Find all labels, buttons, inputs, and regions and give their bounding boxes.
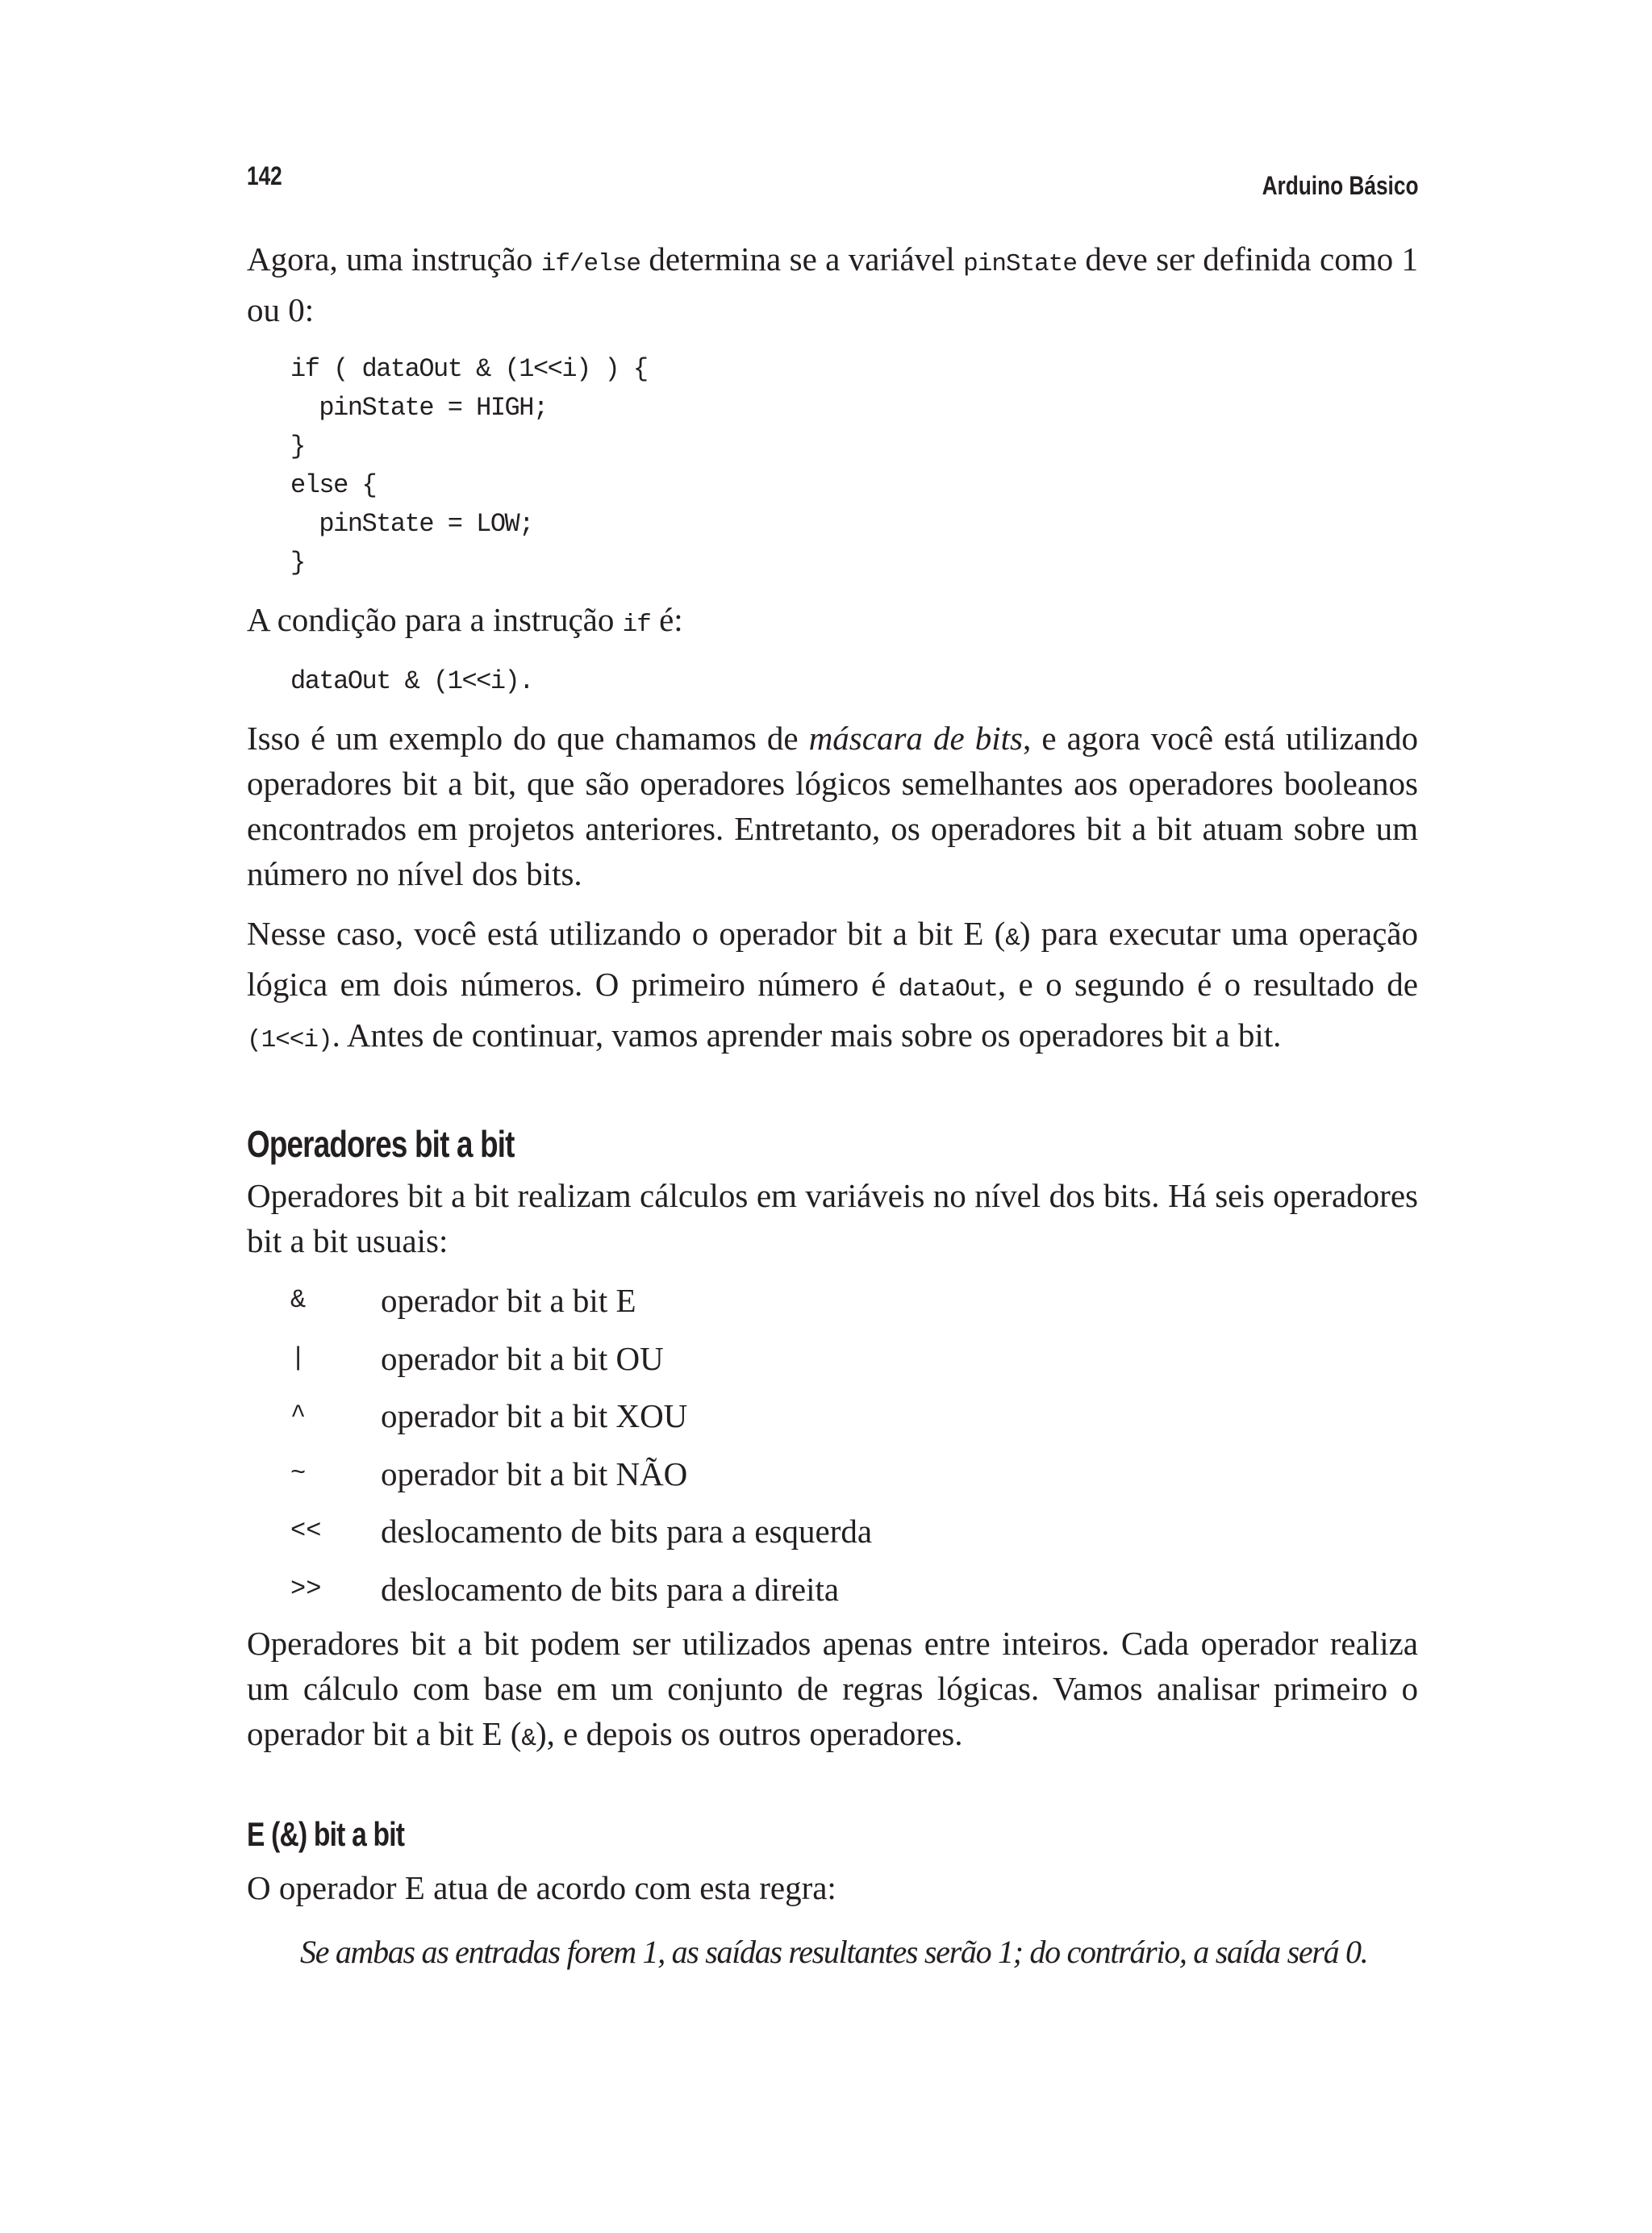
section-intro: Operadores bit a bit realizam cálculos em variáveis no nível dos bits. Há seis operadores bit a bit usuais: [247, 1177, 1418, 1259]
page-content [247, 236, 1418, 1975]
operator-description: operador bit a bit OU [381, 1339, 664, 1377]
and-rule-statement: Se ambas as entradas forem 1, as saídas resultantes serão 1; do contrário, a saída será 0. [300, 1934, 1368, 1970]
operator-list [290, 1278, 1418, 1624]
condition-paragraph: A condição para a instrução if é: [247, 601, 683, 639]
operator-symbol: & [290, 1285, 307, 1315]
inline-code: if [622, 611, 651, 639]
book-title: Arduino Básico [1262, 171, 1418, 200]
intro-paragraph: Agora, uma instrução if/else determina se a variável pinState deve ser definida como 1 ou 0: [247, 240, 1418, 328]
subsection-intro: O operador E atua de acordo com esta regra: [247, 1869, 836, 1906]
case-paragraph: Nesse caso, você está utilizando o operador bit a bit E (&) para executar uma operação lógica em dois números. O primeiro número é dataOut, e o segundo é o resultado de (1<<i). Antes de continuar, vamos aprender mais sobre os operadores bit a bit. [247, 915, 1419, 1054]
bitmask-paragraph: Isso é um exemplo do que chamamos de máscara de bits, e agora você está utilizando operadores bit a bit, que são operadores lógicos semelhantes aos operadores booleanos encontrados em projetos anteriores. Entretanto, os operadores bit a bit atuam sobre um número no nível dos bits. [247, 720, 1418, 892]
operator-symbol: | [290, 1342, 307, 1373]
operator-description: operador bit a bit E [381, 1282, 636, 1319]
list-item [290, 1567, 1418, 1625]
list-item [290, 1336, 1418, 1394]
operator-description: deslocamento de bits para a direita [381, 1570, 840, 1608]
running-head [247, 161, 1418, 202]
emphasis-term: máscara de bits [808, 720, 1023, 757]
list-item [290, 1278, 1418, 1336]
operator-symbol: ^ [290, 1400, 307, 1430]
inline-code: dataOut [898, 975, 998, 1004]
inline-code: & [521, 1725, 536, 1753]
subsection-heading: E (&) bit a bit [247, 1815, 405, 1853]
operators-paragraph: Operadores bit a bit podem ser utilizados apenas entre inteiros. Cada operador realiza um cálculo com base em um conjunto de regras lógicas. Vamos analisar primeiro o operador bit a bit E (&), e depois os outros operadores. [247, 1625, 1418, 1753]
page-number: 142 [247, 161, 282, 190]
inline-code: pinState [963, 250, 1077, 278]
operator-description: operador bit a bit XOU [381, 1397, 688, 1434]
list-item [290, 1509, 1418, 1567]
condition-code-line: dataOut & (1<<i). [290, 666, 533, 696]
section-heading: Operadores bit a bit [247, 1123, 515, 1165]
inline-code: if/else [540, 250, 640, 278]
list-item [290, 1393, 1418, 1451]
operator-symbol: >> [290, 1573, 322, 1604]
code-block-if-else: if ( dataOut & (1<<i) ) { pinState = HIGH; } else { pinState = LOW; } [290, 354, 648, 578]
operator-description: deslocamento de bits para a esquerda [381, 1513, 873, 1550]
list-item [290, 1451, 1418, 1509]
operator-symbol: << [290, 1516, 322, 1546]
operator-description: operador bit a bit NÃO [381, 1455, 688, 1492]
inline-code: & [1005, 925, 1020, 953]
operator-symbol: ~ [290, 1458, 307, 1488]
inline-code: (1<<i) [247, 1026, 332, 1054]
